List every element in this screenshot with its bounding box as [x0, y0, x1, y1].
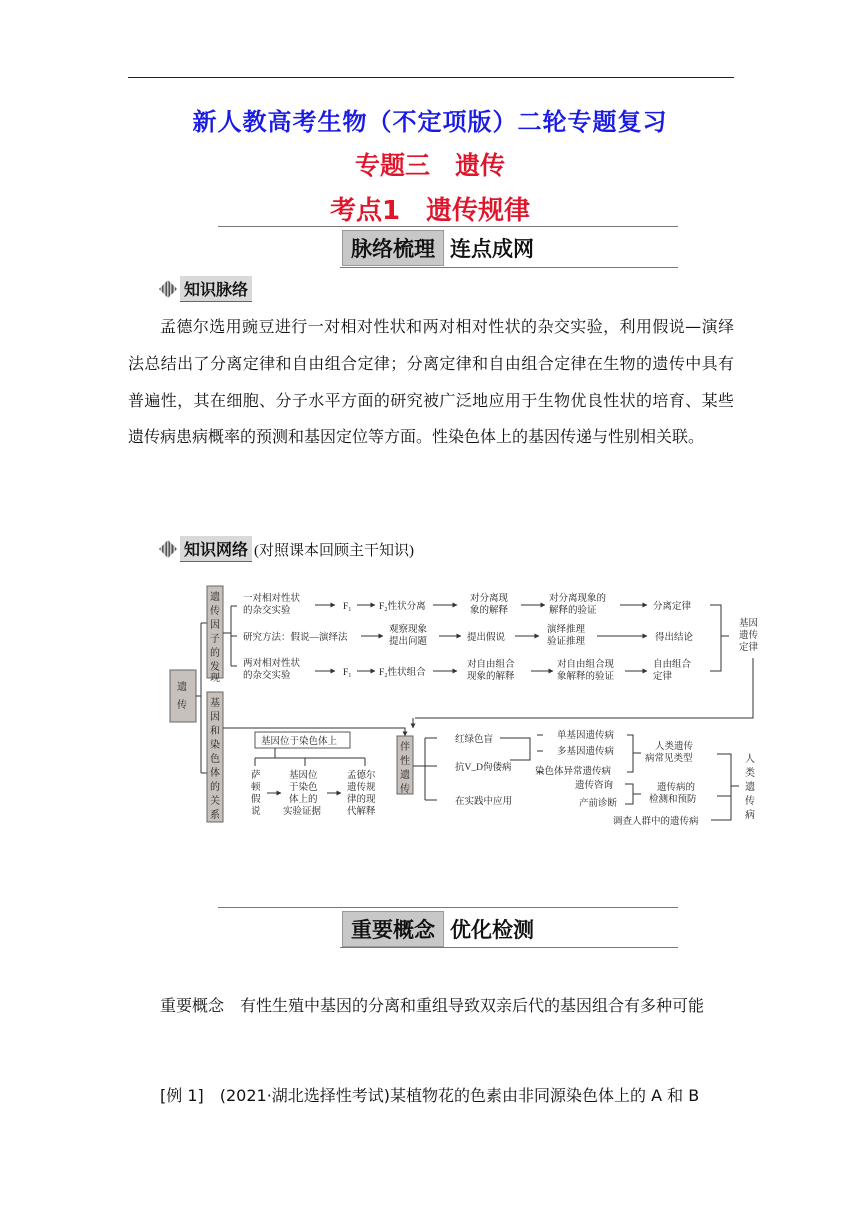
svg-text:孟德尔: 孟德尔 [347, 771, 376, 781]
svg-text:和: 和 [210, 726, 220, 737]
svg-text:基因: 基因 [739, 619, 759, 629]
svg-text:遗: 遗 [210, 592, 220, 603]
svg-text:红绿色盲: 红绿色盲 [455, 735, 494, 745]
tag-label: 知识脉络 [180, 276, 252, 302]
svg-text:因: 因 [210, 620, 220, 631]
svg-text:检测和预防: 检测和预防 [649, 795, 697, 805]
svg-text:两对相对性状: 两对相对性状 [243, 659, 301, 669]
header-rule [128, 77, 734, 78]
svg-text:人: 人 [745, 754, 755, 765]
svg-text:自由组合: 自由组合 [653, 660, 692, 670]
svg-text:多基因遗传病: 多基因遗传病 [557, 747, 615, 757]
svg-text:抗V_D佝偻病: 抗V_D佝偻病 [455, 763, 512, 773]
tag-note: (对照课本回顾主干知识) [254, 542, 415, 559]
svg-text:实验证据: 实验证据 [283, 807, 322, 817]
svg-text:于染色: 于染色 [289, 783, 318, 793]
concept-text: 重要概念 有性生殖中基因的分离和重组导致双亲后代的基因组合有多种可能 [160, 996, 705, 1015]
svg-text:基因位: 基因位 [289, 771, 318, 781]
svg-text:传: 传 [745, 796, 755, 807]
svg-text:因: 因 [210, 712, 220, 723]
svg-text:性: 性 [400, 756, 410, 767]
svg-text:的杂交实验: 的杂交实验 [243, 671, 291, 681]
svg-text:定律: 定律 [653, 672, 673, 682]
svg-text:现: 现 [210, 673, 220, 684]
svg-text:代解释: 代解释 [347, 807, 376, 817]
intro-paragraph [128, 309, 734, 456]
svg-text:假: 假 [251, 795, 261, 805]
svg-text:传: 传 [210, 606, 220, 617]
svg-text:遗: 遗 [400, 770, 410, 781]
svg-text:对分离现: 对分离现 [470, 594, 509, 604]
svg-text:调查人群中的遗传病: 调查人群中的遗传病 [613, 817, 699, 827]
svg-text:说: 说 [251, 807, 261, 817]
svg-text:体: 体 [210, 768, 220, 779]
svg-text:对自由组合现: 对自由组合现 [557, 660, 615, 670]
svg-text:律的现: 律的现 [347, 795, 376, 805]
svg-text:研究方法：假说—演绎法: 研究方法：假说—演绎法 [243, 633, 348, 643]
svg-text:类: 类 [745, 768, 755, 779]
svg-text:遗传咨询: 遗传咨询 [575, 781, 614, 791]
diamond-icon [159, 280, 177, 298]
root-box [170, 670, 196, 722]
svg-text:对自由组合: 对自由组合 [467, 660, 515, 670]
tag-label: 知识网络 [180, 536, 252, 562]
knowledge-network-diagram [165, 578, 785, 828]
root-text-2: 传 [177, 700, 187, 711]
svg-text:分离定律: 分离定律 [653, 602, 692, 612]
svg-text:病: 病 [745, 810, 755, 821]
svg-text:现象的解释: 现象的解释 [467, 672, 515, 682]
svg-text:关: 关 [210, 796, 220, 807]
svg-text:象的解释: 象的解释 [470, 606, 509, 616]
banner-2-light: 优化检测 [450, 917, 534, 942]
svg-text:染: 染 [210, 740, 220, 751]
svg-text:F₁: F₁ [343, 602, 352, 612]
page-title: 新人教高考生物（不定项版）二轮专题复习 [192, 107, 668, 136]
svg-text:发: 发 [210, 662, 220, 673]
svg-text:对分离现象的: 对分离现象的 [549, 594, 607, 604]
svg-text:产前诊断: 产前诊断 [579, 799, 618, 809]
svg-text:单基因遗传病: 单基因遗传病 [557, 731, 615, 741]
knowledge-tag-1 [160, 276, 252, 302]
svg-text:基因位于染色体上: 基因位于染色体上 [261, 737, 338, 747]
diamond-icon [159, 540, 177, 558]
svg-text:遗传: 遗传 [739, 631, 759, 641]
banner-2-dark: 重要概念 [342, 911, 444, 947]
svg-text:验证推理: 验证推理 [547, 637, 586, 647]
svg-text:顿: 顿 [251, 783, 261, 793]
svg-text:提出问题: 提出问题 [389, 637, 428, 647]
svg-text:染色体异常遗传病: 染色体异常遗传病 [535, 767, 612, 777]
svg-text:提出假说: 提出假说 [467, 633, 506, 643]
svg-text:传: 传 [400, 784, 410, 795]
banner-1-dark: 脉络梳理 [342, 230, 444, 266]
svg-text:遗: 遗 [745, 782, 755, 793]
svg-text:在实践中应用: 在实践中应用 [455, 797, 513, 807]
svg-text:体上的: 体上的 [289, 795, 318, 805]
paragraph-text: 孟德尔选用豌豆进行一对相对性状和两对相对性状的杂交实验，利用假说—演绎法总结出了分离定律和自由组合定律；分离定律和自由组合定律在生物的遗传中具有普遍性，其在细胞、分子水平方面的研究被广泛地应用于生物优良性状的培育、某些遗传病患病概率的预测和基因定位等方面。性染色体上的基因传递与性别相关联。 [128, 317, 734, 447]
svg-text:F₂性状组合: F₂性状组合 [379, 668, 426, 678]
example-line: [例 1] (2021·湖北选择性考试)某植物花的色素由非同源染色体上的 A 和 B [160, 1086, 700, 1105]
root-text-1: 遗 [177, 682, 187, 693]
svg-text:的: 的 [210, 782, 220, 793]
svg-text:系: 系 [210, 810, 220, 821]
concept-paragraph [128, 988, 734, 1025]
svg-text:F₂性状分离: F₂性状分离 [379, 602, 426, 612]
svg-text:F₁: F₁ [343, 668, 352, 678]
svg-text:病常见类型: 病常见类型 [645, 754, 693, 764]
svg-text:定律: 定律 [739, 643, 759, 653]
svg-text:子: 子 [210, 634, 220, 645]
svg-text:演绎推理: 演绎推理 [547, 625, 586, 635]
svg-text:人类遗传: 人类遗传 [655, 742, 694, 752]
svg-text:一对相对性状: 一对相对性状 [243, 594, 301, 604]
svg-text:解释的验证: 解释的验证 [549, 606, 597, 616]
svg-text:色: 色 [210, 754, 220, 765]
svg-text:遗传规: 遗传规 [347, 783, 376, 793]
svg-text:得出结论: 得出结论 [655, 633, 694, 643]
svg-text:象解释的验证: 象解释的验证 [557, 672, 615, 682]
svg-text:遗传病的: 遗传病的 [657, 783, 696, 793]
svg-text:的: 的 [210, 648, 220, 659]
svg-text:的杂交实验: 的杂交实验 [243, 606, 291, 616]
knowledge-tag-2 [160, 536, 414, 562]
svg-text:萨: 萨 [251, 771, 261, 781]
svg-text:伴: 伴 [400, 742, 410, 753]
svg-text:观察现象: 观察现象 [389, 625, 428, 635]
banner-1-light: 连点成网 [450, 236, 534, 261]
point-title: 考点1 遗传规律 [329, 196, 531, 226]
svg-text:基: 基 [210, 698, 220, 709]
topic-title: 专题三 遗传 [354, 151, 505, 180]
